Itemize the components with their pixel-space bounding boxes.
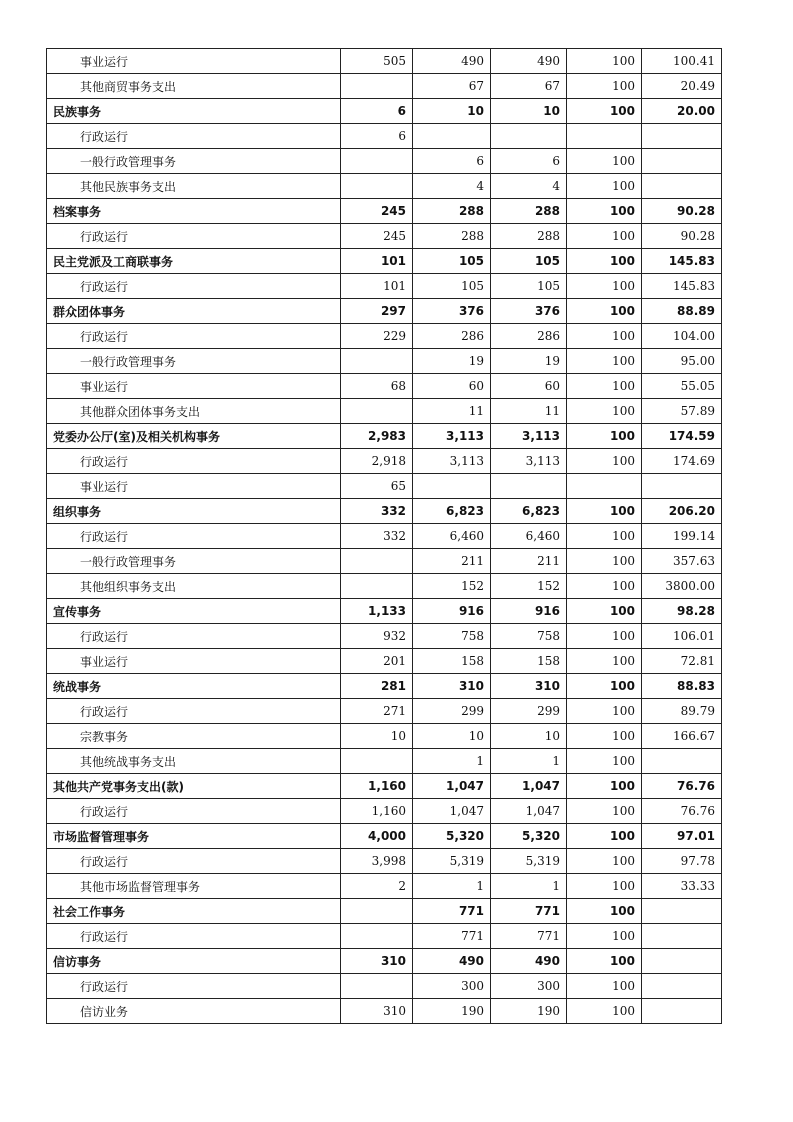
value-cell-4: 100: [567, 824, 642, 849]
value-cell-4: 100: [567, 349, 642, 374]
value-cell-1: 332: [341, 499, 413, 524]
value-cell-2: 19: [413, 349, 491, 374]
category-row: [47, 899, 722, 924]
value-cell-3: 490: [491, 949, 567, 974]
value-cell-1: 1,133: [341, 599, 413, 624]
value-cell-1: [341, 149, 413, 174]
value-cell-2: 11: [413, 399, 491, 424]
value-cell-4: 100: [567, 324, 642, 349]
category-row: [47, 774, 722, 799]
value-cell-4: 100: [567, 899, 642, 924]
item-name-cell: 民主党派及工商联事务: [47, 249, 341, 274]
value-cell-2: 771: [413, 924, 491, 949]
table-row: [47, 474, 722, 499]
item-name-cell: 行政运行: [47, 924, 341, 949]
value-cell-3: [491, 124, 567, 149]
value-cell-1: 932: [341, 624, 413, 649]
value-cell-2: 286: [413, 324, 491, 349]
value-cell-4: 100: [567, 174, 642, 199]
value-cell-1: [341, 749, 413, 774]
value-cell-2: 1: [413, 874, 491, 899]
value-cell-5: 95.00: [642, 349, 722, 374]
table-row: [47, 49, 722, 74]
item-name-cell: 民族事务: [47, 99, 341, 124]
value-cell-4: 100: [567, 924, 642, 949]
value-cell-2: 490: [413, 49, 491, 74]
value-cell-1: 201: [341, 649, 413, 674]
value-cell-2: 1,047: [413, 774, 491, 799]
value-cell-5: 174.59: [642, 424, 722, 449]
value-cell-5: 199.14: [642, 524, 722, 549]
table-row: [47, 349, 722, 374]
item-name-cell: 行政运行: [47, 224, 341, 249]
value-cell-3: 288: [491, 199, 567, 224]
item-name-cell: 事业运行: [47, 474, 341, 499]
category-row: [47, 824, 722, 849]
value-cell-1: 229: [341, 324, 413, 349]
value-cell-5: 20.49: [642, 74, 722, 99]
value-cell-1: 310: [341, 999, 413, 1024]
value-cell-4: 100: [567, 774, 642, 799]
value-cell-4: [567, 474, 642, 499]
table-row: [47, 124, 722, 149]
value-cell-2: 67: [413, 74, 491, 99]
value-cell-5: 98.28: [642, 599, 722, 624]
value-cell-5: 166.67: [642, 724, 722, 749]
value-cell-3: 299: [491, 699, 567, 724]
value-cell-5: [642, 124, 722, 149]
value-cell-3: 11: [491, 399, 567, 424]
value-cell-2: 10: [413, 99, 491, 124]
value-cell-3: 916: [491, 599, 567, 624]
value-cell-1: 332: [341, 524, 413, 549]
category-row: [47, 674, 722, 699]
value-cell-2: 916: [413, 599, 491, 624]
item-name-cell: 其他群众团体事务支出: [47, 399, 341, 424]
value-cell-2: 152: [413, 574, 491, 599]
table-row: [47, 549, 722, 574]
value-cell-2: 771: [413, 899, 491, 924]
value-cell-4: 100: [567, 949, 642, 974]
value-cell-1: [341, 924, 413, 949]
category-row: [47, 499, 722, 524]
value-cell-2: 376: [413, 299, 491, 324]
value-cell-4: 100: [567, 724, 642, 749]
value-cell-5: [642, 174, 722, 199]
value-cell-3: 158: [491, 649, 567, 674]
value-cell-5: 76.76: [642, 799, 722, 824]
value-cell-4: 100: [567, 249, 642, 274]
value-cell-1: [341, 349, 413, 374]
value-cell-5: 145.83: [642, 249, 722, 274]
value-cell-4: 100: [567, 749, 642, 774]
value-cell-2: 105: [413, 249, 491, 274]
table-row: [47, 524, 722, 549]
value-cell-1: 65: [341, 474, 413, 499]
item-name-cell: 统战事务: [47, 674, 341, 699]
value-cell-3: 286: [491, 324, 567, 349]
value-cell-2: 60: [413, 374, 491, 399]
value-cell-5: [642, 974, 722, 999]
value-cell-3: 1,047: [491, 799, 567, 824]
value-cell-4: 100: [567, 74, 642, 99]
category-row: [47, 199, 722, 224]
item-name-cell: 行政运行: [47, 124, 341, 149]
value-cell-2: 1: [413, 749, 491, 774]
value-cell-2: 490: [413, 949, 491, 974]
item-name-cell: 事业运行: [47, 649, 341, 674]
value-cell-2: 310: [413, 674, 491, 699]
value-cell-1: [341, 574, 413, 599]
value-cell-4: 100: [567, 624, 642, 649]
value-cell-4: 100: [567, 49, 642, 74]
value-cell-3: 771: [491, 899, 567, 924]
value-cell-5: 104.00: [642, 324, 722, 349]
value-cell-3: 1: [491, 874, 567, 899]
category-row: [47, 599, 722, 624]
table-row: [47, 74, 722, 99]
value-cell-2: 299: [413, 699, 491, 724]
value-cell-5: [642, 899, 722, 924]
value-cell-4: 100: [567, 524, 642, 549]
budget-expenditure-table: [46, 48, 722, 1024]
value-cell-1: 4,000: [341, 824, 413, 849]
value-cell-4: 100: [567, 499, 642, 524]
value-cell-5: 88.83: [642, 674, 722, 699]
item-name-cell: 一般行政管理事务: [47, 349, 341, 374]
value-cell-1: 68: [341, 374, 413, 399]
value-cell-4: 100: [567, 449, 642, 474]
value-cell-5: 106.01: [642, 624, 722, 649]
table-row: [47, 449, 722, 474]
value-cell-3: 211: [491, 549, 567, 574]
category-row: [47, 249, 722, 274]
value-cell-2: 288: [413, 224, 491, 249]
value-cell-3: 6,460: [491, 524, 567, 549]
value-cell-2: 6,823: [413, 499, 491, 524]
value-cell-5: 100.41: [642, 49, 722, 74]
value-cell-3: [491, 474, 567, 499]
value-cell-1: 1,160: [341, 799, 413, 824]
item-name-cell: 宗教事务: [47, 724, 341, 749]
value-cell-4: 100: [567, 199, 642, 224]
value-cell-4: 100: [567, 974, 642, 999]
value-cell-1: [341, 74, 413, 99]
item-name-cell: 党委办公厅(室)及相关机构事务: [47, 424, 341, 449]
table-row: [47, 974, 722, 999]
value-cell-1: 10: [341, 724, 413, 749]
table-row: [47, 224, 722, 249]
value-cell-4: 100: [567, 224, 642, 249]
item-name-cell: 其他组织事务支出: [47, 574, 341, 599]
item-name-cell: 行政运行: [47, 324, 341, 349]
table-row: [47, 624, 722, 649]
value-cell-2: 211: [413, 549, 491, 574]
value-cell-2: 1,047: [413, 799, 491, 824]
value-cell-3: 3,113: [491, 424, 567, 449]
table-row: [47, 274, 722, 299]
item-name-cell: 其他商贸事务支出: [47, 74, 341, 99]
value-cell-4: 100: [567, 574, 642, 599]
value-cell-1: 297: [341, 299, 413, 324]
table-row: [47, 699, 722, 724]
value-cell-5: 76.76: [642, 774, 722, 799]
value-cell-1: [341, 174, 413, 199]
value-cell-2: 758: [413, 624, 491, 649]
value-cell-1: 505: [341, 49, 413, 74]
value-cell-2: 5,319: [413, 849, 491, 874]
value-cell-1: 6: [341, 99, 413, 124]
value-cell-3: 152: [491, 574, 567, 599]
value-cell-3: 771: [491, 924, 567, 949]
value-cell-2: 3,113: [413, 449, 491, 474]
value-cell-1: 281: [341, 674, 413, 699]
table-row: [47, 999, 722, 1024]
value-cell-4: 100: [567, 999, 642, 1024]
value-cell-5: [642, 999, 722, 1024]
value-cell-4: 100: [567, 649, 642, 674]
value-cell-5: 33.33: [642, 874, 722, 899]
value-cell-4: 100: [567, 399, 642, 424]
value-cell-2: 158: [413, 649, 491, 674]
table-row: [47, 324, 722, 349]
value-cell-4: 100: [567, 149, 642, 174]
value-cell-1: [341, 974, 413, 999]
item-name-cell: 组织事务: [47, 499, 341, 524]
item-name-cell: 一般行政管理事务: [47, 149, 341, 174]
value-cell-4: 100: [567, 549, 642, 574]
value-cell-4: 100: [567, 424, 642, 449]
table-row: [47, 749, 722, 774]
value-cell-1: [341, 899, 413, 924]
value-cell-5: 89.79: [642, 699, 722, 724]
category-row: [47, 99, 722, 124]
value-cell-3: 19: [491, 349, 567, 374]
item-name-cell: 社会工作事务: [47, 899, 341, 924]
item-name-cell: 其他共产党事务支出(款): [47, 774, 341, 799]
value-cell-5: 3800.00: [642, 574, 722, 599]
value-cell-3: 105: [491, 249, 567, 274]
value-cell-4: 100: [567, 599, 642, 624]
value-cell-5: [642, 149, 722, 174]
table-row: [47, 924, 722, 949]
value-cell-3: 6: [491, 149, 567, 174]
item-name-cell: 其他统战事务支出: [47, 749, 341, 774]
item-name-cell: 行政运行: [47, 274, 341, 299]
budget-table-container: [46, 48, 722, 1024]
value-cell-4: 100: [567, 274, 642, 299]
value-cell-3: 490: [491, 49, 567, 74]
item-name-cell: 行政运行: [47, 449, 341, 474]
value-cell-5: 57.89: [642, 399, 722, 424]
value-cell-3: 310: [491, 674, 567, 699]
value-cell-5: [642, 749, 722, 774]
item-name-cell: 宣传事务: [47, 599, 341, 624]
value-cell-1: 6: [341, 124, 413, 149]
table-row: [47, 399, 722, 424]
value-cell-5: 174.69: [642, 449, 722, 474]
item-name-cell: 行政运行: [47, 524, 341, 549]
item-name-cell: 行政运行: [47, 974, 341, 999]
value-cell-1: 101: [341, 274, 413, 299]
table-row: [47, 799, 722, 824]
category-row: [47, 424, 722, 449]
value-cell-3: 4: [491, 174, 567, 199]
value-cell-5: [642, 924, 722, 949]
value-cell-5: 72.81: [642, 649, 722, 674]
item-name-cell: 档案事务: [47, 199, 341, 224]
item-name-cell: 一般行政管理事务: [47, 549, 341, 574]
item-name-cell: 信访事务: [47, 949, 341, 974]
item-name-cell: 事业运行: [47, 374, 341, 399]
value-cell-2: [413, 474, 491, 499]
value-cell-1: 245: [341, 224, 413, 249]
value-cell-5: 206.20: [642, 499, 722, 524]
value-cell-3: 376: [491, 299, 567, 324]
value-cell-2: 300: [413, 974, 491, 999]
value-cell-5: 90.28: [642, 199, 722, 224]
value-cell-4: 100: [567, 699, 642, 724]
value-cell-2: 6: [413, 149, 491, 174]
value-cell-2: 190: [413, 999, 491, 1024]
value-cell-3: 10: [491, 724, 567, 749]
value-cell-5: 88.89: [642, 299, 722, 324]
table-row: [47, 874, 722, 899]
value-cell-2: 4: [413, 174, 491, 199]
value-cell-2: 10: [413, 724, 491, 749]
value-cell-3: 1: [491, 749, 567, 774]
value-cell-5: 97.01: [642, 824, 722, 849]
value-cell-3: 6,823: [491, 499, 567, 524]
value-cell-2: [413, 124, 491, 149]
table-row: [47, 724, 722, 749]
value-cell-3: 5,319: [491, 849, 567, 874]
value-cell-2: 288: [413, 199, 491, 224]
table-row: [47, 174, 722, 199]
value-cell-3: 10: [491, 99, 567, 124]
value-cell-5: 145.83: [642, 274, 722, 299]
value-cell-1: 2,983: [341, 424, 413, 449]
value-cell-4: 100: [567, 849, 642, 874]
table-row: [47, 149, 722, 174]
value-cell-1: 101: [341, 249, 413, 274]
value-cell-4: 100: [567, 874, 642, 899]
value-cell-1: [341, 549, 413, 574]
value-cell-5: 20.00: [642, 99, 722, 124]
value-cell-4: 100: [567, 674, 642, 699]
value-cell-3: 105: [491, 274, 567, 299]
category-row: [47, 949, 722, 974]
value-cell-3: 3,113: [491, 449, 567, 474]
value-cell-5: 97.78: [642, 849, 722, 874]
value-cell-3: 5,320: [491, 824, 567, 849]
value-cell-5: 90.28: [642, 224, 722, 249]
item-name-cell: 行政运行: [47, 849, 341, 874]
value-cell-1: 310: [341, 949, 413, 974]
category-row: [47, 299, 722, 324]
item-name-cell: 行政运行: [47, 624, 341, 649]
value-cell-3: 300: [491, 974, 567, 999]
value-cell-2: 6,460: [413, 524, 491, 549]
value-cell-3: 758: [491, 624, 567, 649]
value-cell-1: 1,160: [341, 774, 413, 799]
table-row: [47, 649, 722, 674]
item-name-cell: 群众团体事务: [47, 299, 341, 324]
value-cell-4: 100: [567, 799, 642, 824]
value-cell-5: [642, 474, 722, 499]
value-cell-5: 55.05: [642, 374, 722, 399]
table-row: [47, 574, 722, 599]
value-cell-1: 2: [341, 874, 413, 899]
value-cell-3: 1,047: [491, 774, 567, 799]
value-cell-5: [642, 949, 722, 974]
value-cell-3: 60: [491, 374, 567, 399]
item-name-cell: 市场监督管理事务: [47, 824, 341, 849]
value-cell-1: 271: [341, 699, 413, 724]
value-cell-3: 190: [491, 999, 567, 1024]
value-cell-1: 3,998: [341, 849, 413, 874]
value-cell-2: 105: [413, 274, 491, 299]
value-cell-2: 5,320: [413, 824, 491, 849]
item-name-cell: 行政运行: [47, 799, 341, 824]
item-name-cell: 行政运行: [47, 699, 341, 724]
value-cell-4: 100: [567, 299, 642, 324]
value-cell-4: 100: [567, 374, 642, 399]
item-name-cell: 事业运行: [47, 49, 341, 74]
value-cell-1: [341, 399, 413, 424]
value-cell-4: [567, 124, 642, 149]
value-cell-2: 3,113: [413, 424, 491, 449]
value-cell-5: 357.63: [642, 549, 722, 574]
table-row: [47, 374, 722, 399]
value-cell-1: 2,918: [341, 449, 413, 474]
item-name-cell: 其他市场监督管理事务: [47, 874, 341, 899]
value-cell-4: 100: [567, 99, 642, 124]
table-body: [47, 49, 722, 1024]
value-cell-1: 245: [341, 199, 413, 224]
value-cell-3: 288: [491, 224, 567, 249]
value-cell-3: 67: [491, 74, 567, 99]
item-name-cell: 其他民族事务支出: [47, 174, 341, 199]
item-name-cell: 信访业务: [47, 999, 341, 1024]
table-row: [47, 849, 722, 874]
